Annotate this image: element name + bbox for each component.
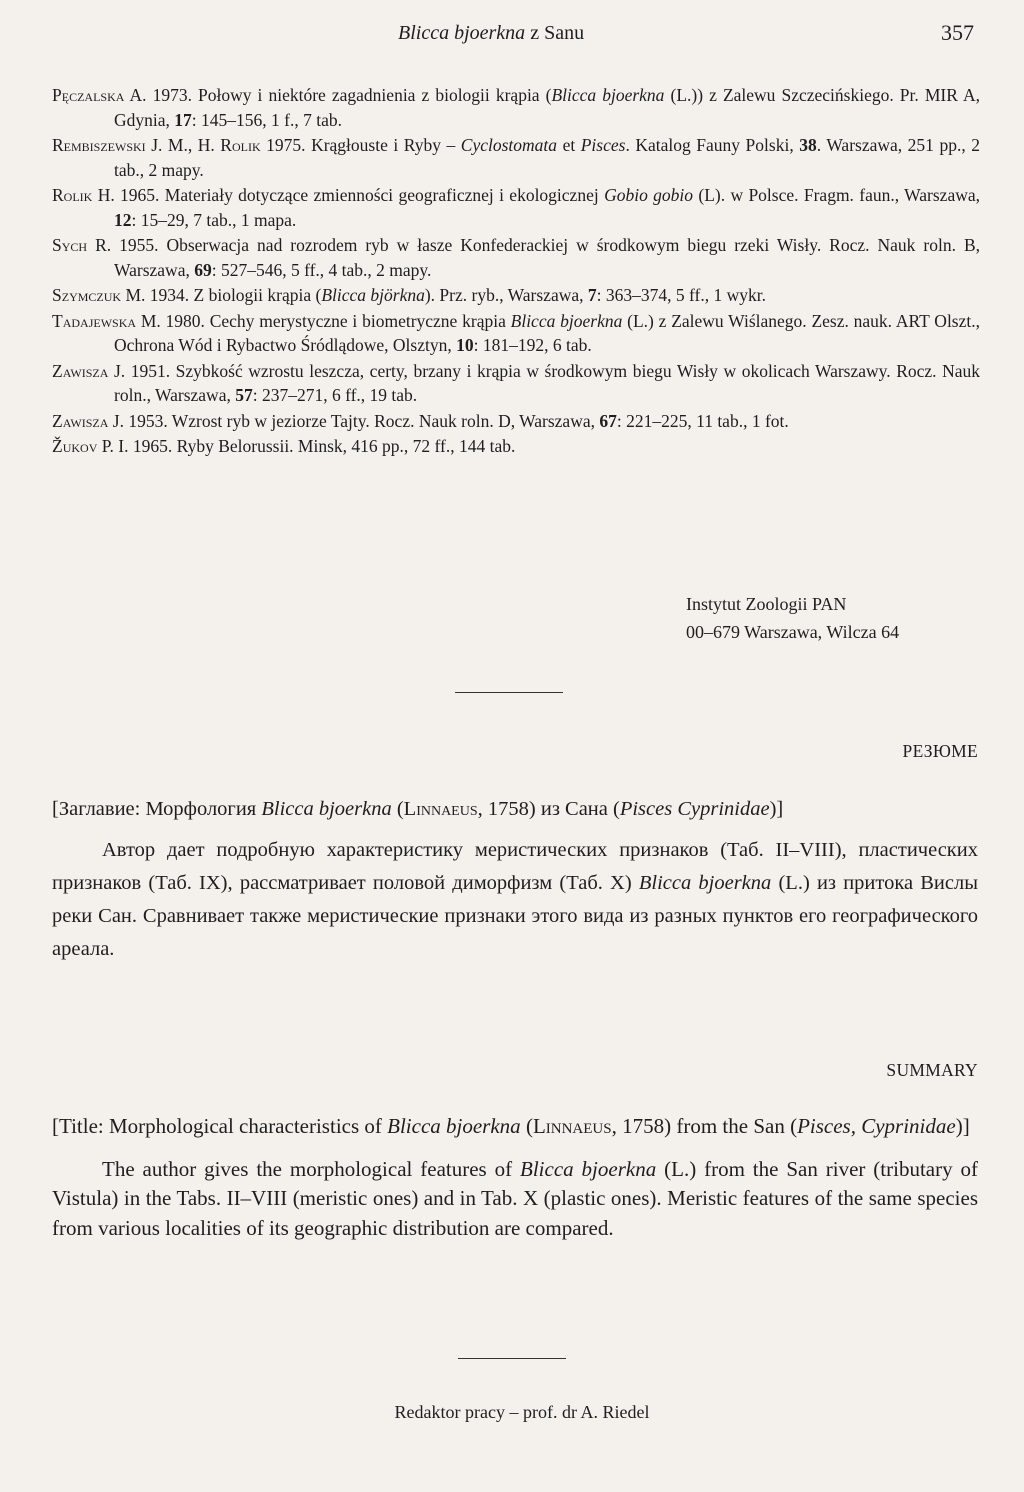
reference-text: (L.)) z Zalewu Szczecińskiego. Pr. MIR A, Gdynia, (114, 85, 980, 130)
running-title (398, 22, 584, 45)
reference-author: Pęczalska (52, 85, 125, 105)
address-line-street: 00–679 Warszawa, Wilcza 64 (686, 622, 900, 642)
title-text: )] (769, 798, 784, 820)
body-text: (L.) from the San river (tributary of Vistula) in the Tabs. II–VIII (meristic ones) and in Tab. X (plastic ones). Meristic features of the same species from various localities of its geographic distribution are compared. (52, 1156, 979, 1240)
editor-credit: Redaktor pracy – prof. dr A. Riedel (394, 1402, 650, 1422)
reference-item (52, 83, 980, 132)
reference-text: : 237–271, 6 ff., 19 tab. (252, 385, 418, 405)
reference-volume: 67 (599, 410, 617, 431)
reference-text: M. 1934. Z biologii krąpia ( (121, 285, 322, 305)
reference-text: : 221–225, 11 tab., 1 fot. (616, 410, 789, 431)
page-number: 357 (941, 20, 974, 45)
running-header (0, 20, 1024, 48)
reference-text: : 145–156, 1 f., 7 tab. (191, 109, 342, 130)
title-text: , 1758) from the San ( (611, 1114, 798, 1138)
reference-item (52, 309, 980, 358)
reference-text: (L). w Polsce. Fragm. faun., Warszawa, (693, 185, 980, 205)
reference-text: (L.) z Zalewu Wiślanego. Zesz. nauk. ART Olszt., Ochrona Wód i Rybactwo Śródlądowe, Olsztyn, (114, 310, 980, 355)
english-title (52, 1112, 978, 1142)
reference-item (52, 283, 980, 308)
reference-author: Sych (52, 235, 88, 255)
title-species: Blicca bjoerkna (261, 798, 392, 820)
title-text: ( (520, 1114, 533, 1138)
section-divider (455, 692, 563, 693)
reference-text: M. 1980. Cechy merystyczne i biometryczne krąpia (136, 310, 511, 331)
title-text: [Title: Morphological characteristics of (52, 1114, 388, 1138)
reference-coauthor: Rolik (220, 135, 261, 155)
reference-item (52, 409, 980, 434)
reference-text: R. 1955. Obserwacja nad rozrodem ryb w łasze Konfederackiej w środkowym biegu rzeki Wisły. Rocz. Nauk roln. B, Warszawa, (87, 235, 980, 280)
reference-list (52, 83, 980, 460)
institution-address (686, 590, 899, 646)
reference-author: Žukov (52, 436, 98, 456)
title-text: )] (955, 1114, 970, 1138)
english-summary (52, 1112, 978, 1243)
title-species: Blicca bjoerkna (387, 1114, 521, 1138)
reference-author: Szymczuk (52, 285, 122, 305)
reference-text: 1975. Krągłouste i Ryby – (260, 135, 461, 155)
reference-text: et (557, 135, 581, 155)
body-text: (L.) из притока Вислы реки Сан. Сравнивает также меристические признаки этого вида из разных пунктов его географического ареала. (52, 872, 979, 960)
body-species: Blicca bjoerkna (638, 872, 772, 894)
reference-text: . Katalog Fauny Polski, (625, 135, 800, 155)
reference-item (52, 359, 980, 408)
title-text: , 1758) из Сана ( (477, 798, 620, 820)
title-text: [Заглавие: Морфология (52, 798, 262, 820)
english-summary-heading: SUMMARY (886, 1060, 978, 1080)
reference-author: Zawisza (52, 410, 109, 431)
reference-text: . Warszawa, 251 pp., 2 tab., 2 mapy. (114, 135, 980, 180)
reference-volume: 12 (114, 209, 132, 230)
reference-item (52, 434, 980, 459)
reference-volume: 7 (587, 285, 597, 305)
reference-text: : 363–374, 5 ff., 1 wykr. (596, 285, 766, 305)
title-taxon: Pisces Cyprinidae (619, 798, 770, 820)
reference-species: Blicca bjoerkna (551, 85, 665, 105)
reference-taxon: Cyclostomata (460, 135, 558, 155)
body-species: Blicca bjoerkna (520, 1156, 657, 1181)
reference-species: Blicca björkna (321, 285, 425, 305)
reference-volume: 17 (174, 109, 192, 130)
reference-text: P. I. 1965. Ryby Belorussii. Minsk, 416 pp., 72 ff., 144 tab. (97, 436, 516, 456)
reference-volume: 69 (194, 259, 212, 280)
russian-body (52, 834, 978, 966)
address-line-institute: Instytut Zoologii PAN (686, 594, 847, 614)
reference-volume: 38 (799, 135, 817, 155)
body-text: Автор дает подробную характеристику меристических признаков (Таб. II–VIII), пластических признаков (Таб. IX), рассматривает половой диморфизм (Таб. X) (52, 839, 978, 894)
reference-text: J. M., H. (145, 135, 221, 155)
section-divider (458, 1358, 566, 1359)
reference-volume: 10 (456, 335, 474, 355)
reference-taxon: Pisces (580, 135, 626, 155)
russian-summary (52, 793, 978, 966)
reference-volume: 57 (235, 385, 253, 405)
title-taxon: Pisces, Cyprinidae (797, 1114, 956, 1138)
reference-text: A. 1973. Połowy i niektóre zagadnienia z biologii krąpia ( (124, 85, 552, 105)
reference-text: H. 1965. Materiały dotyczące zmienności geograficznej i ekologicznej (92, 185, 605, 205)
running-title-species: Blicca bjoerkna (398, 22, 526, 44)
reference-species: Blicca bjoerkna (510, 310, 623, 331)
reference-text: ). Prz. ryb., Warszawa, (424, 285, 588, 305)
reference-text: J. 1951. Szybkość wzrostu leszcza, certy, brzany i krąpia w środkowym biegu Wisły w okolicach Warszawy. Rocz. Nauk roln., Warszawa, (108, 360, 980, 405)
title-author: Linnaeus (403, 798, 478, 820)
russian-summary-heading: РЕЗЮМЕ (902, 741, 978, 761)
reference-text: J. 1953. Wzrost ryb w jeziorze Tajty. Rocz. Nauk roln. D, Warszawa, (108, 410, 600, 431)
running-title-rest: z Sanu (525, 22, 585, 44)
reference-author: Zawisza (52, 360, 109, 381)
title-author: Linnaeus (532, 1114, 612, 1138)
reference-author: Tadajewska (52, 310, 137, 331)
reference-species: Gobio gobio (604, 185, 694, 205)
english-body (52, 1155, 978, 1244)
reference-item (52, 233, 980, 282)
reference-item (52, 133, 980, 182)
reference-text: : 527–546, 5 ff., 4 tab., 2 mapy. (211, 259, 432, 280)
reference-text: : 15–29, 7 tab., 1 mapa. (131, 209, 297, 230)
russian-title (52, 793, 978, 826)
reference-item (52, 183, 980, 232)
title-text: ( (391, 798, 404, 820)
body-text: The author gives the morphological features of (102, 1156, 521, 1181)
reference-author: Rembiszewski (52, 135, 146, 155)
reference-author: Rolik (52, 185, 93, 205)
reference-text: : 181–192, 6 tab. (473, 335, 592, 355)
